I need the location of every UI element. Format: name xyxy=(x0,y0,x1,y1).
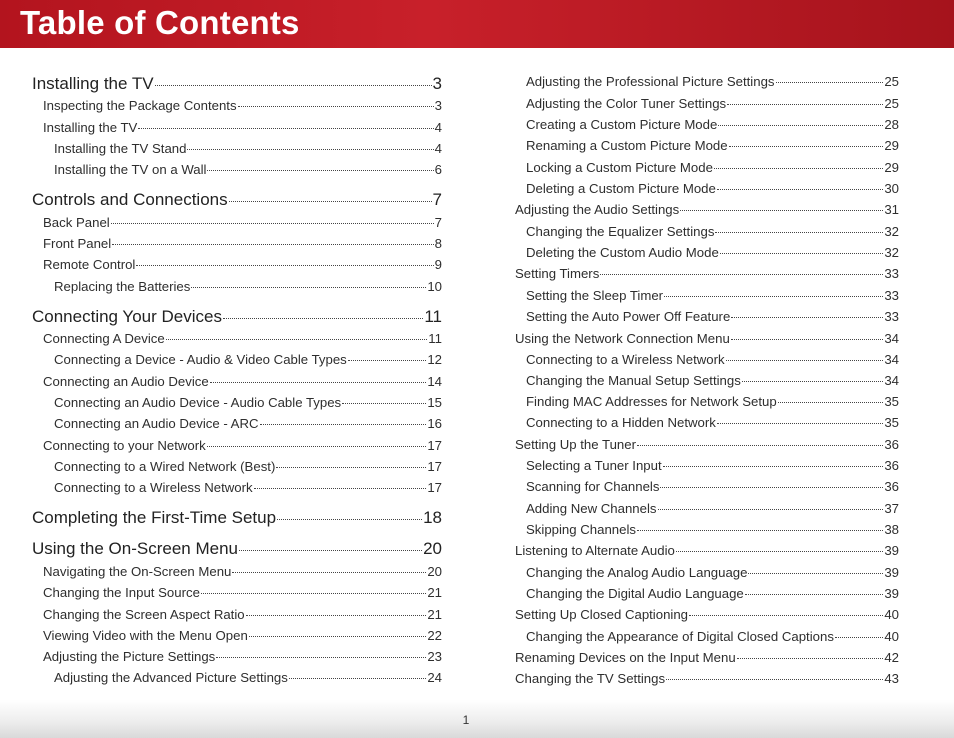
dot-leader xyxy=(715,232,883,233)
toc-entry[interactable] xyxy=(504,117,899,133)
toc-entry[interactable] xyxy=(504,352,899,368)
toc-entry-title: Viewing Video with the Menu Open xyxy=(43,628,248,643)
toc-entry-title: Adjusting the Professional Picture Settings xyxy=(526,74,775,89)
toc-entry-page: 25 xyxy=(884,96,899,111)
toc-entry-page: 31 xyxy=(884,202,899,217)
footer-band xyxy=(0,700,954,738)
toc-entry[interactable] xyxy=(32,162,442,178)
dot-leader xyxy=(666,679,883,680)
toc-entry-title: Changing the TV Settings xyxy=(515,671,666,686)
toc-entry-page: 36 xyxy=(884,479,899,494)
toc-entry-page: 32 xyxy=(884,245,899,260)
toc-entry-title: Navigating the On-Screen Menu xyxy=(43,564,232,579)
toc-entry[interactable] xyxy=(32,670,442,686)
toc-entry-title: Using the Network Connection Menu xyxy=(515,331,730,346)
toc-entry-title: Back Panel xyxy=(43,215,110,230)
toc-entry[interactable] xyxy=(32,564,442,580)
dot-leader xyxy=(680,210,883,211)
toc-entry[interactable] xyxy=(32,628,442,644)
toc-entry[interactable] xyxy=(32,307,442,327)
page-number: 1 xyxy=(462,713,470,727)
toc-entry-title: Connecting an Audio Device xyxy=(43,374,209,389)
toc-entry-page: 21 xyxy=(427,607,442,622)
dot-leader xyxy=(689,615,883,616)
toc-entry-page: 15 xyxy=(427,395,442,410)
toc-entry-title: Front Panel xyxy=(43,236,112,251)
toc-entry[interactable] xyxy=(504,671,899,687)
toc-entry[interactable] xyxy=(504,437,899,453)
toc-entry[interactable] xyxy=(504,331,899,347)
toc-entry[interactable] xyxy=(504,522,899,538)
dot-leader xyxy=(348,360,427,361)
toc-entry[interactable] xyxy=(32,352,442,368)
toc-entry-title: Setting the Sleep Timer xyxy=(526,288,664,303)
toc-entry-title: Adjusting the Color Tuner Settings xyxy=(526,96,727,111)
page-title: Table of Contents xyxy=(20,4,300,41)
toc-entry-page: 29 xyxy=(884,138,899,153)
dot-leader xyxy=(191,287,426,288)
toc-entry-title: Adjusting the Picture Settings xyxy=(43,649,216,664)
toc-entry-title: Deleting a Custom Picture Mode xyxy=(526,181,716,196)
dot-leader xyxy=(289,678,426,679)
toc-entry-page: 40 xyxy=(884,629,899,644)
dot-leader xyxy=(727,104,883,105)
toc-entry-page: 34 xyxy=(884,331,899,346)
toc-entry-page: 23 xyxy=(427,649,442,664)
dot-leader xyxy=(742,381,884,382)
toc-entry-title: Connecting to a Wireless Network xyxy=(54,480,253,495)
toc-entry-page: 38 xyxy=(884,522,899,537)
dot-leader xyxy=(276,467,426,468)
toc-entry[interactable] xyxy=(504,373,899,389)
toc-entry-page: 22 xyxy=(427,628,442,643)
toc-entry-title: Deleting the Custom Audio Mode xyxy=(526,245,719,260)
toc-entry-title: Completing the First-Time Setup xyxy=(32,508,277,527)
toc-entry-title: Changing the Equalizer Settings xyxy=(526,224,715,239)
toc-entry-title: Creating a Custom Picture Mode xyxy=(526,117,718,132)
dot-leader xyxy=(600,274,883,275)
dot-leader xyxy=(835,637,883,638)
toc-entry-page: 34 xyxy=(884,373,899,388)
toc-entry-title: Connecting an Audio Device - Audio Cable Types xyxy=(54,395,342,410)
toc-entry-page: 10 xyxy=(427,279,442,294)
toc-entry-page: 37 xyxy=(884,501,899,516)
toc-entry-title: Remote Control xyxy=(43,257,136,272)
toc-entry[interactable] xyxy=(32,257,442,273)
dot-leader xyxy=(714,168,883,169)
toc-entry[interactable] xyxy=(32,98,442,114)
toc-entry[interactable] xyxy=(504,224,899,240)
dot-leader xyxy=(223,318,423,319)
toc-entry-title: Connecting to a Wired Network (Best) xyxy=(54,459,276,474)
toc-entry[interactable] xyxy=(504,245,899,261)
toc-entry-title: Changing the Appearance of Digital Closed Captions xyxy=(526,629,834,644)
dot-leader xyxy=(201,593,426,594)
toc-entry-page: 4 xyxy=(434,141,442,156)
toc-entry-title: Connecting Your Devices xyxy=(32,307,222,326)
toc-entry-title: Replacing the Batteries xyxy=(54,279,191,294)
toc-entry[interactable] xyxy=(32,438,442,454)
toc-entry-page: 16 xyxy=(427,416,442,431)
toc-entry-page: 6 xyxy=(434,162,442,177)
toc-entry-title: Changing the Digital Audio Language xyxy=(526,586,744,601)
toc-entry-page: 40 xyxy=(884,607,899,622)
toc-entry-title: Setting Up the Tuner xyxy=(515,437,636,452)
toc-entry-page: 17 xyxy=(427,438,442,453)
toc-entry[interactable] xyxy=(32,649,442,665)
toc-entry-title: Installing the TV on a Wall xyxy=(54,162,207,177)
toc-entry[interactable] xyxy=(504,415,899,431)
toc-entry-title: Scanning for Channels xyxy=(526,479,660,494)
toc-entry[interactable] xyxy=(504,160,899,176)
toc-entry[interactable] xyxy=(32,539,442,559)
toc-entry-page: 21 xyxy=(427,585,442,600)
toc-entry-page: 18 xyxy=(423,508,442,527)
toc-entry-title: Renaming Devices on the Input Menu xyxy=(515,650,736,665)
dot-leader xyxy=(637,530,883,531)
toc-entry-title: Connecting to your Network xyxy=(43,438,206,453)
toc-entry[interactable] xyxy=(32,395,442,411)
dot-leader xyxy=(210,382,427,383)
toc-entry-title: Installing the TV xyxy=(43,120,138,135)
toc-entry-page: 39 xyxy=(884,586,899,601)
dot-leader xyxy=(658,509,884,510)
toc-entry-title: Connecting to a Hidden Network xyxy=(526,415,716,430)
toc-entry-page: 11 xyxy=(424,307,442,326)
toc-entry-title: Connecting A Device xyxy=(43,331,165,346)
toc-entry-page: 28 xyxy=(884,117,899,132)
toc-entry[interactable] xyxy=(32,120,442,136)
toc-entry-page: 9 xyxy=(434,257,442,272)
dot-leader xyxy=(717,189,883,190)
toc-entry-title: Changing the Screen Aspect Ratio xyxy=(43,607,245,622)
toc-entry-title: Changing the Input Source xyxy=(43,585,200,600)
toc-entry[interactable] xyxy=(32,508,442,528)
toc-entry-page: 43 xyxy=(884,671,899,686)
toc-entry[interactable] xyxy=(32,74,442,94)
toc-entry[interactable] xyxy=(504,607,899,623)
toc-entry[interactable] xyxy=(32,416,442,432)
toc-entry[interactable] xyxy=(504,181,899,197)
toc-entry-page: 36 xyxy=(884,437,899,452)
dot-leader xyxy=(717,423,883,424)
toc-entry-title: Using the On-Screen Menu xyxy=(32,539,238,558)
dot-leader xyxy=(207,446,427,447)
toc-entry[interactable] xyxy=(504,501,899,517)
toc-entry-page: 33 xyxy=(884,266,899,281)
dot-leader xyxy=(187,149,433,150)
toc-entry-title: Changing the Manual Setup Settings xyxy=(526,373,741,388)
toc-entry-title: Controls and Connections xyxy=(32,190,228,209)
toc-entry-page: 20 xyxy=(427,564,442,579)
toc-entry-title: Locking a Custom Picture Mode xyxy=(526,160,713,175)
toc-entry-page: 32 xyxy=(884,224,899,239)
dot-leader xyxy=(718,125,883,126)
dot-leader xyxy=(731,339,884,340)
dot-leader xyxy=(238,106,434,107)
dot-leader xyxy=(249,636,427,637)
dot-leader xyxy=(216,657,426,658)
toc-entry[interactable] xyxy=(32,236,442,252)
dot-leader xyxy=(136,265,433,266)
toc-entry[interactable] xyxy=(32,141,442,157)
toc-entry[interactable] xyxy=(504,266,899,282)
dot-leader xyxy=(748,573,883,574)
toc-entry-page: 30 xyxy=(884,181,899,196)
toc-entry-page: 12 xyxy=(427,352,442,367)
toc-entry-title: Setting Up Closed Captioning xyxy=(515,607,689,622)
toc-entry-page: 39 xyxy=(884,543,899,558)
toc-entry-page: 42 xyxy=(884,650,899,665)
dot-leader xyxy=(166,339,428,340)
toc-entry-page: 14 xyxy=(427,374,442,389)
toc-entry-title: Skipping Channels xyxy=(526,522,636,537)
toc-entry[interactable] xyxy=(32,480,442,496)
toc-entry-title: Installing the TV Stand xyxy=(54,141,187,156)
toc-entry[interactable] xyxy=(504,629,899,645)
toc-entry[interactable] xyxy=(32,459,442,475)
toc-entry-title: Selecting a Tuner Input xyxy=(526,458,662,473)
dot-leader xyxy=(277,519,422,520)
dot-leader xyxy=(660,487,883,488)
dot-leader xyxy=(155,85,432,86)
toc-entry[interactable] xyxy=(32,607,442,623)
toc-entry-title: Finding MAC Addresses for Network Setup xyxy=(526,394,777,409)
dot-leader xyxy=(239,550,422,551)
toc-entry-title: Renaming a Custom Picture Mode xyxy=(526,138,728,153)
dot-leader xyxy=(778,402,884,403)
toc-entry-title: Setting Timers xyxy=(515,266,600,281)
dot-leader xyxy=(663,466,884,467)
toc-entry-page: 35 xyxy=(884,415,899,430)
dot-leader xyxy=(745,594,884,595)
dot-leader xyxy=(111,223,434,224)
toc-entry-title: Connecting a Device - Audio & Video Cable Types xyxy=(54,352,347,367)
dot-leader xyxy=(664,296,883,297)
toc-entry-page: 7 xyxy=(432,190,442,209)
toc-entry-title: Listening to Alternate Audio xyxy=(515,543,675,558)
dot-leader xyxy=(138,128,433,129)
dot-leader xyxy=(342,403,426,404)
toc-entry-title: Adding New Channels xyxy=(526,501,657,516)
toc-entry[interactable] xyxy=(504,458,899,474)
dot-leader xyxy=(112,244,433,245)
toc-entry-page: 17 xyxy=(427,480,442,495)
toc-entry-title: Connecting an Audio Device - ARC xyxy=(54,416,259,431)
toc-entry[interactable] xyxy=(32,585,442,601)
dot-leader xyxy=(729,146,884,147)
toc-entry[interactable] xyxy=(504,586,899,602)
dot-leader xyxy=(676,551,883,552)
dot-leader xyxy=(246,615,427,616)
toc-entry-title: Setting the Auto Power Off Feature xyxy=(526,309,731,324)
dot-leader xyxy=(776,82,884,83)
toc-entry-title: Adjusting the Audio Settings xyxy=(515,202,680,217)
toc-entry-page: 3 xyxy=(434,98,442,113)
toc-entry-page: 24 xyxy=(427,670,442,685)
toc-entry-title: Changing the Analog Audio Language xyxy=(526,565,748,580)
toc-entry-page: 25 xyxy=(884,74,899,89)
toc-entry[interactable] xyxy=(504,138,899,154)
toc-entry-page: 7 xyxy=(434,215,442,230)
toc-entry[interactable] xyxy=(504,650,899,666)
toc-entry[interactable] xyxy=(504,202,899,218)
toc-entry[interactable] xyxy=(32,215,442,231)
toc-entry[interactable] xyxy=(504,543,899,559)
toc-entry-page: 11 xyxy=(428,331,442,346)
toc-entry[interactable] xyxy=(32,279,442,295)
toc-entry[interactable] xyxy=(504,288,899,304)
dot-leader xyxy=(229,201,432,202)
toc-entry-page: 20 xyxy=(423,539,442,558)
toc-entry-page: 36 xyxy=(884,458,899,473)
dot-leader xyxy=(232,572,426,573)
dot-leader xyxy=(260,424,427,425)
toc-entry[interactable] xyxy=(32,374,442,390)
toc-entry[interactable] xyxy=(504,394,899,410)
toc-entry[interactable] xyxy=(504,479,899,495)
toc-entry-page: 34 xyxy=(884,352,899,367)
toc-entry-title: Connecting to a Wireless Network xyxy=(526,352,725,367)
toc-entry-page: 33 xyxy=(884,288,899,303)
dot-leader xyxy=(207,170,433,171)
toc-entry-page: 39 xyxy=(884,565,899,580)
toc-entry-page: 29 xyxy=(884,160,899,175)
toc-entry[interactable] xyxy=(504,74,899,90)
dot-leader xyxy=(737,658,884,659)
dot-leader xyxy=(731,317,883,318)
toc-entry-page: 17 xyxy=(427,459,442,474)
toc-entry[interactable] xyxy=(32,190,442,210)
toc-entry-page: 33 xyxy=(884,309,899,324)
toc-entry-page: 4 xyxy=(434,120,442,135)
dot-leader xyxy=(254,488,427,489)
toc-entry-title: Installing the TV xyxy=(32,74,154,93)
toc-entry[interactable] xyxy=(504,565,899,581)
dot-leader xyxy=(637,445,883,446)
toc-entry[interactable] xyxy=(504,309,899,325)
toc-entry-page: 3 xyxy=(432,74,442,93)
title-banner xyxy=(0,0,954,48)
dot-leader xyxy=(726,360,884,361)
toc-entry-page: 8 xyxy=(434,236,442,251)
dot-leader xyxy=(720,253,884,254)
toc-entry-title: Inspecting the Package Contents xyxy=(43,98,237,113)
toc-entry[interactable] xyxy=(32,331,442,347)
toc-entry[interactable] xyxy=(504,96,899,112)
toc-entry-title: Adjusting the Advanced Picture Settings xyxy=(54,670,288,685)
toc-entry-page: 35 xyxy=(884,394,899,409)
